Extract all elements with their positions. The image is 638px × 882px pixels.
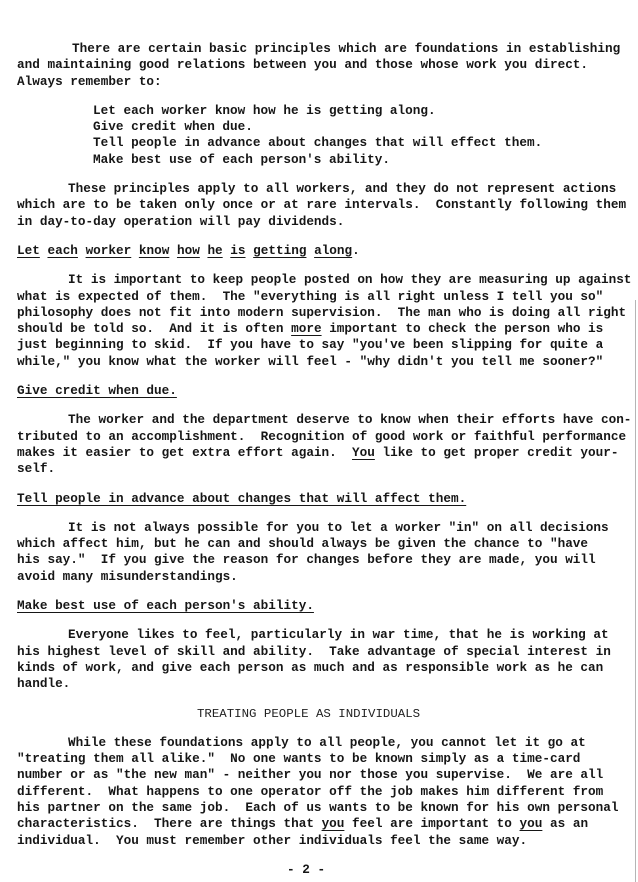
body-line: philosophy does not fit into modern supervision. The man who is doing all right <box>17 304 627 320</box>
reminder-item: Let each worker know how he is getting along. <box>93 102 436 118</box>
body-line: The worker and the department deserve to know when their efforts have con- <box>68 412 632 428</box>
heading-word: is <box>230 242 246 258</box>
document-page <box>17 41 635 878</box>
line-text: makes it easier to get extra effort again. <box>17 444 353 460</box>
line-text: as an <box>542 816 589 832</box>
heading-text: Make best use of each person's ability. <box>17 598 314 614</box>
body-line: his say." If you give the reason for changes before they are made, you will <box>17 552 596 568</box>
body-line <box>17 816 635 832</box>
line-text: characteristics. There are things that <box>17 816 322 832</box>
section-heading-progress <box>17 243 635 259</box>
line-text: like to get proper credit your- <box>374 444 619 460</box>
reminder-list <box>17 103 635 168</box>
body-line: his partner on the same job. Each of us wants to be known for his own personal <box>17 799 619 815</box>
body-line: different. What happens to one operator off the job makes him different from <box>17 783 604 799</box>
emphasized-word: more <box>291 321 322 337</box>
section-paragraph <box>17 520 635 585</box>
body-line: It is important to keep people posted on how they are measuring up against <box>68 272 632 288</box>
section-paragraph <box>17 412 635 477</box>
body-line: While these foundations apply to all people, you cannot let it go at <box>68 734 586 750</box>
heading-word: worker <box>85 242 132 258</box>
body-line: handle. <box>17 676 71 692</box>
intro-line: Always remember to: <box>17 73 162 89</box>
body-line: tributed to an accomplishment. Recognition of good work or faithful performance <box>17 428 627 444</box>
line-text: feel are important to <box>344 816 520 832</box>
body-line: Everyone likes to feel, particularly in war time, that he is working at <box>68 627 609 643</box>
reminder-item: Tell people in advance about changes that will effect them. <box>93 135 543 151</box>
line-text: should be told so. And it is often <box>17 321 292 337</box>
page-number: - 2 - <box>287 861 326 877</box>
heading-word: each <box>47 242 78 258</box>
heading-period: . <box>352 242 360 258</box>
body-line: in day-to-day operation will pay dividends. <box>17 213 345 229</box>
emphasized-word: you <box>519 816 543 832</box>
section-heading-ability <box>17 598 635 614</box>
body-line: avoid many misunderstandings. <box>17 568 238 584</box>
heading-word: Let <box>17 242 40 258</box>
body-line: number or as "the new man" - neither you nor those you supervise. We are all <box>17 767 604 783</box>
body-line: It is not always possible for you to let a worker "in" on all decisions <box>68 519 609 535</box>
body-line: kinds of work, and give each person as much and as responsible work as he can <box>17 659 604 675</box>
principles-paragraph <box>17 181 635 230</box>
reminder-item: Make best use of each person's ability. <box>93 151 390 167</box>
heading-text: Give credit when due. <box>17 383 177 399</box>
scan-edge-line <box>635 300 636 882</box>
heading-word: along <box>314 242 353 258</box>
section-heading-changes <box>17 491 635 507</box>
body-line: his highest level of skill and ability. Take advantage of special interest in <box>17 643 611 659</box>
emphasized-word: you <box>321 816 345 832</box>
intro-line: and maintaining good relations between you and those whose work you direct. <box>17 57 589 73</box>
reminder-item: Give credit when due. <box>93 119 253 135</box>
heading-word: he <box>207 242 223 258</box>
body-line <box>17 445 635 461</box>
heading-word: know <box>138 242 170 258</box>
heading-word: how <box>176 242 200 258</box>
section-title-individuals: TREATING PEOPLE AS INDIVIDUALS <box>197 706 421 721</box>
section-heading-credit <box>17 383 635 399</box>
heading-word: getting <box>253 242 307 258</box>
body-line: self. <box>17 461 56 477</box>
body-line: what is expected of them. The "everything is all right unless I tell you so" <box>17 288 604 304</box>
individuals-paragraph <box>17 735 635 849</box>
body-line: just beginning to skid. If you have to say "you've been slipping for quite a <box>17 337 604 353</box>
heading-text: Tell people in advance about changes that will affect them. <box>17 490 467 506</box>
emphasized-word: You <box>352 444 375 460</box>
body-line <box>17 321 635 337</box>
body-line: "treating them all alike." No one wants to be known simply as a time-card <box>17 751 581 767</box>
intro-paragraph <box>17 41 635 90</box>
body-line: These principles apply to all workers, and they do not represent actions <box>68 181 617 197</box>
section-paragraph <box>17 627 635 692</box>
intro-line: There are certain basic principles which are foundations in establishing <box>72 41 621 56</box>
section-paragraph <box>17 272 635 370</box>
body-line: which affect him, but he can and should always be given the chance to "have <box>17 536 589 552</box>
line-text: important to check the person who is <box>321 321 604 337</box>
body-line: individual. You must remember other individuals feel the same way. <box>17 832 528 848</box>
body-line: while," you know what the worker will feel - "why didn't you tell me sooner?" <box>17 353 604 369</box>
body-line: which are to be taken only once or at rare intervals. Constantly following them <box>17 197 627 213</box>
